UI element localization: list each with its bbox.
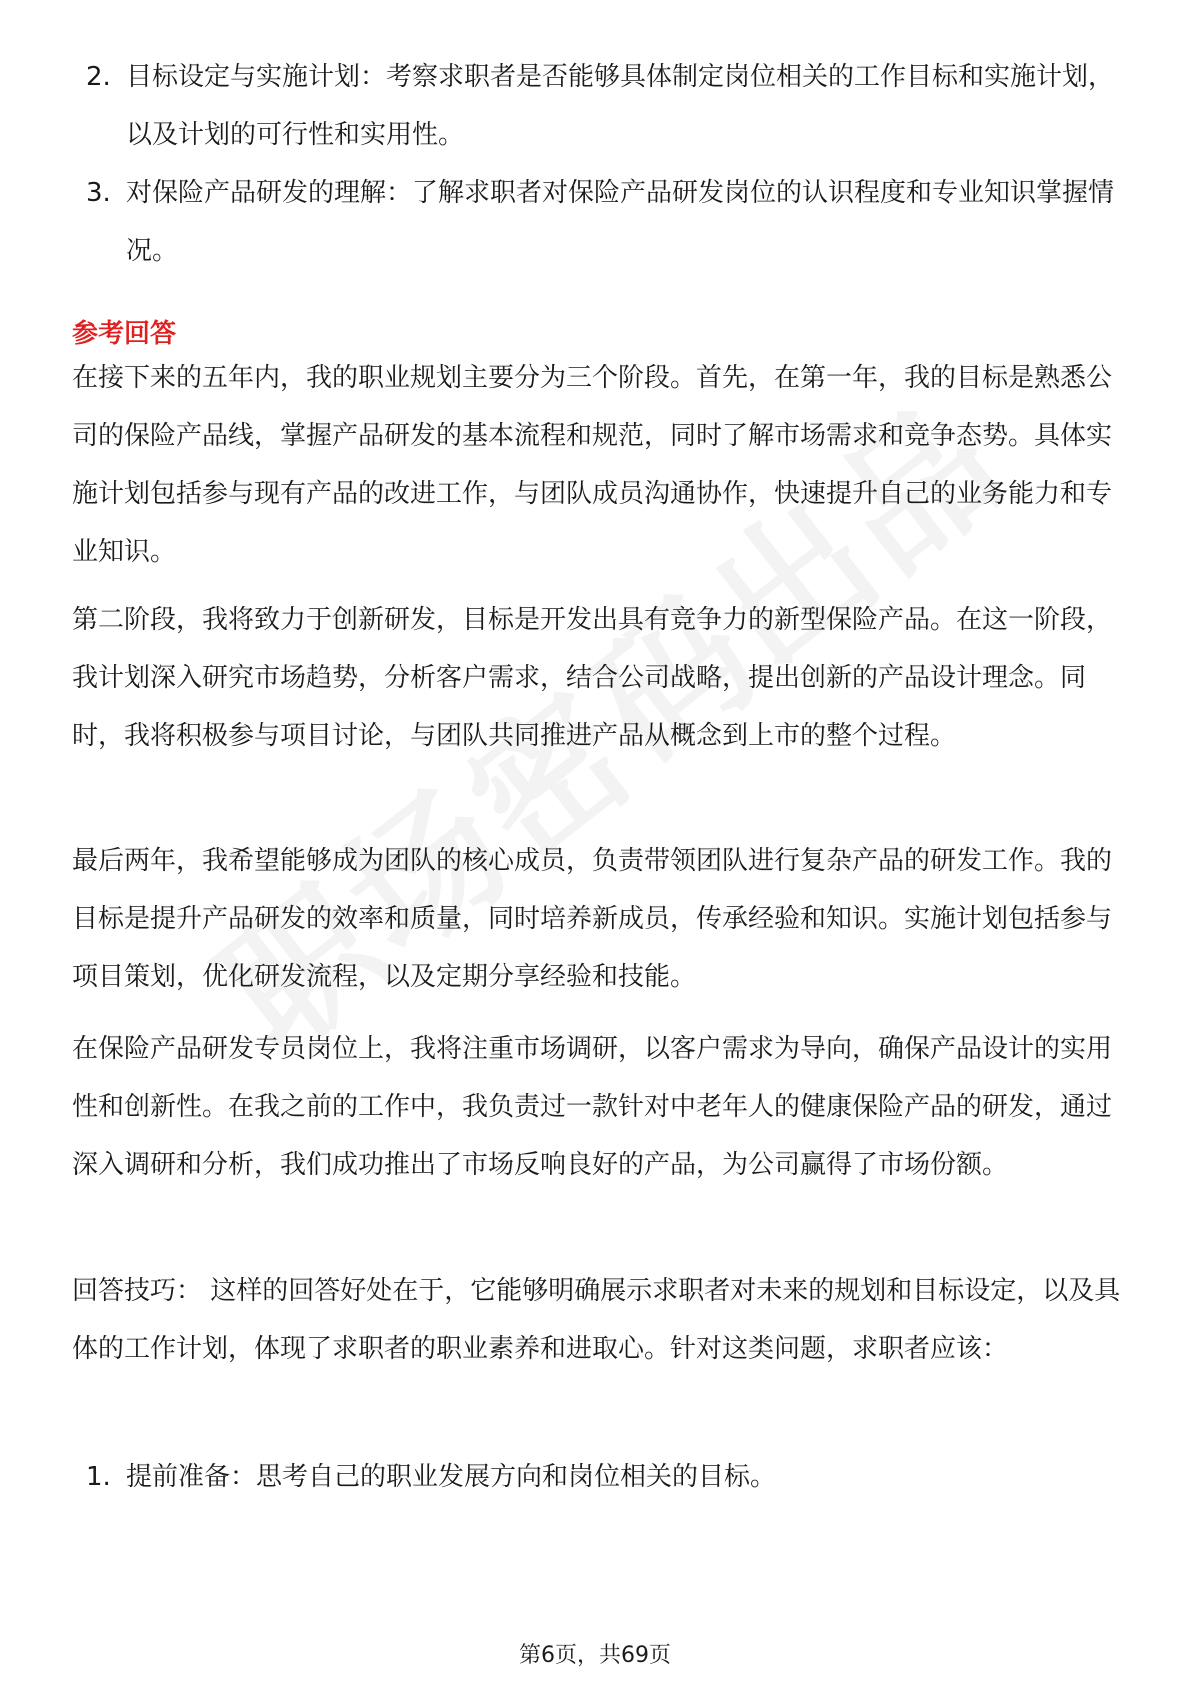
answer-tips-paragraph: 回答技巧： 这样的回答好处在于，它能够明确展示求职者对未来的规划和目标设定，以及具体的工作计划，体现了求职者的职业素养和进取心。针对这类问题，求职者应该： bbox=[72, 1276, 1121, 1364]
list-item-number: 1. bbox=[86, 1462, 111, 1492]
section-heading: 参考回答 bbox=[72, 319, 177, 349]
list-item-number: 3. bbox=[86, 178, 111, 208]
list-item-text: 对保险产品研发的理解：了解求职者对保险产品研发岗位的认识程度和专业知识掌握情况。 bbox=[126, 178, 1115, 266]
list-item bbox=[72, 164, 1122, 280]
list-item bbox=[72, 1448, 1122, 1506]
answer-paragraph-3: 最后两年，我希望能够成为团队的核心成员，负责带领团队进行复杂产品的研发工作。我的目标是提升产品研发的效率和质量，同时培养新成员，传承经验和知识。实施计划包括参与项目策划，优化研发流程，以及定期分享经验和技能。 bbox=[72, 846, 1113, 992]
list-item bbox=[72, 48, 1122, 164]
tips-list bbox=[72, 1448, 1122, 1506]
page-number: 第6页，共69页 bbox=[519, 1643, 671, 1668]
answer-paragraph-1: 在接下来的五年内，我的职业规划主要分为三个阶段。首先，在第一年，我的目标是熟悉公司的保险产品线，掌握产品研发的基本流程和规范，同时了解市场需求和竞争态势。具体实施计划包括参与现有产品的改进工作，与团队成员沟通协作，快速提升自己的业务能力和专业知识。 bbox=[72, 363, 1113, 567]
list-item-number: 2. bbox=[86, 62, 111, 92]
criteria-list bbox=[72, 48, 1122, 280]
answer-paragraph-2: 第二阶段，我将致力于创新研发，目标是开发出具有竞争力的新型保险产品。在这一阶段，我计划深入研究市场趋势，分析客户需求，结合公司战略，提出创新的产品设计理念。同时，我将积极参与项目讨论，与团队共同推进产品从概念到上市的整个过程。 bbox=[72, 605, 1113, 751]
list-item-text: 提前准备：思考自己的职业发展方向和岗位相关的目标。 bbox=[126, 1462, 777, 1492]
answer-paragraph-4: 在保险产品研发专员岗位上，我将注重市场调研，以客户需求为导向，确保产品设计的实用性和创新性。在我之前的工作中，我负责过一款针对中老年人的健康保险产品的研发，通过深入调研和分析，我们成功推出了市场反响良好的产品，为公司赢得了市场份额。 bbox=[72, 1034, 1113, 1180]
list-item-text: 目标设定与实施计划：考察求职者是否能够具体制定岗位相关的工作目标和实施计划，以及计划的可行性和实用性。 bbox=[126, 62, 1115, 150]
